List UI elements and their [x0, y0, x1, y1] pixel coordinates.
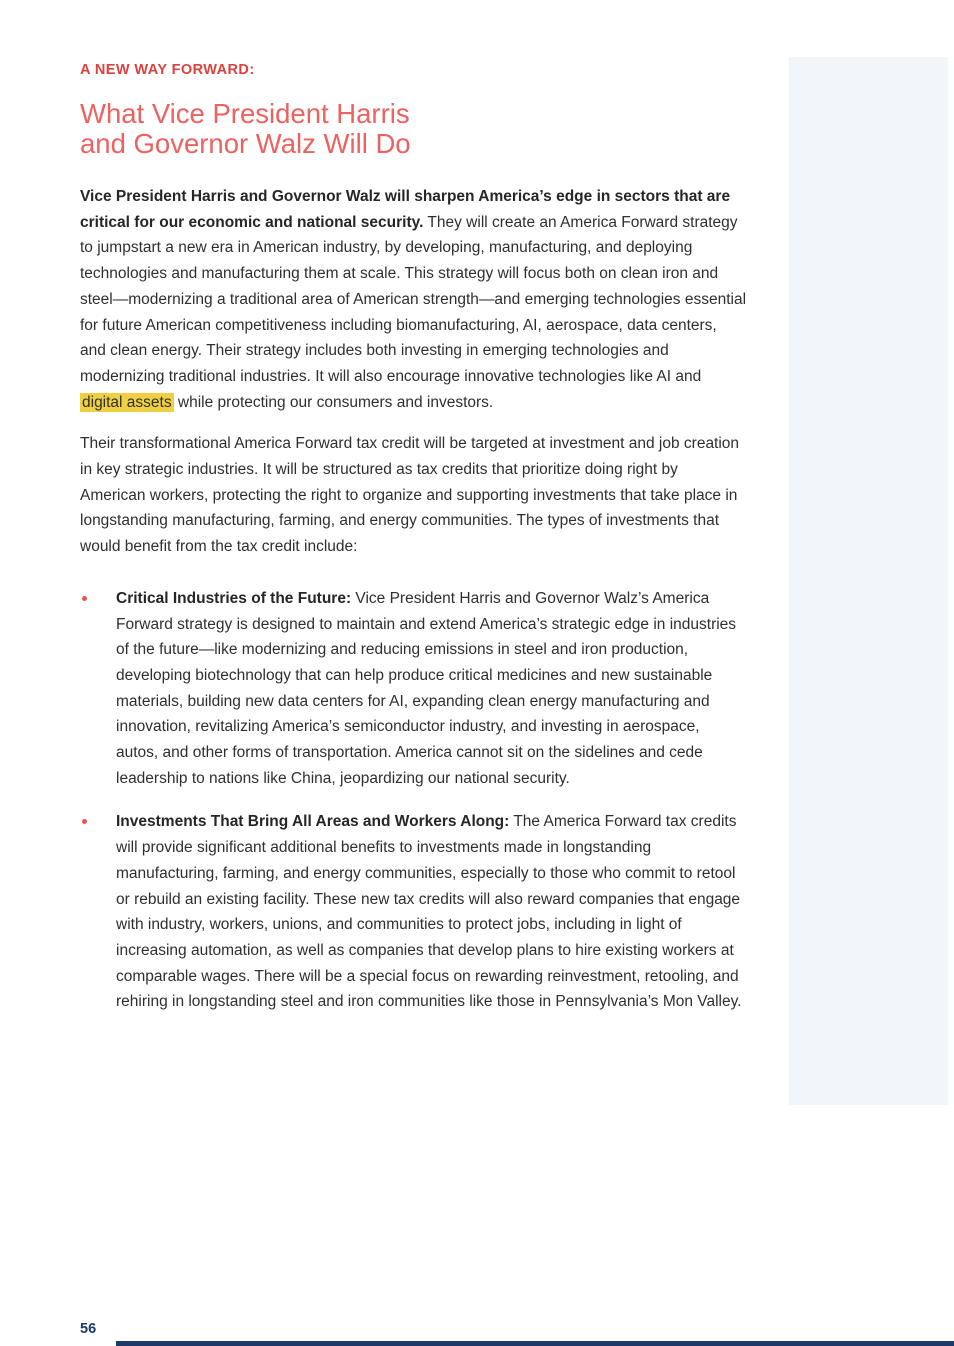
list-item	[80, 586, 746, 792]
page-number: 56	[80, 1321, 97, 1337]
page-title	[80, 99, 746, 159]
bullet-2-text: The America Forward tax credits will provide significant additional benefits to investments made in longstanding manufacturing, farming, and energy communities, especially to those who commit to retool or rebuild an existing facility. These new tax credits will also reward companies that engage with industry, workers, unions, and communities to protect jobs, including in light of increasing automation, as well as companies that develop plans to hire existing workers at comparable wages. There will be a special focus on rewarding reinvestment, retooling, and rehiring in longstanding steel and iron communities like those in Pennsylvania’s Mon Valley.	[116, 813, 742, 1011]
paragraph-1-tail: while protecting our consumers and investors.	[173, 393, 494, 411]
list-item	[80, 809, 746, 1015]
bullet-icon	[82, 596, 87, 601]
section-eyebrow: A NEW WAY FORWARD:	[80, 62, 255, 78]
bullet-2-lead: Investments That Bring All Areas and Workers Along:	[116, 813, 510, 831]
paragraph-2: Their transformational America Forward tax credit will be targeted at investment and job creation in key strategic industries. It will be structured as tax credits that prioritize doing right by American workers, protecting the right to organize and supporting investments that take place in longstanding manufacturing, farming, and energy communities. The types of investments that would benefit from the tax credit include:	[80, 435, 740, 556]
bullet-1-text: Vice President Harris and Governor Walz’s America Forward strategy is designed to maintain and extend America’s strategic edge in industries of the future—like modernizing and reducing emissions in steel and iron production, developing biotechnology that can help produce critical medicines and new sustainable materials, building new data centers for AI, expanding clean energy manufacturing and innovation, revitalizing America’s semiconductor industry, and investing in aerospace, autos, and other forms of transportation. America cannot sit on the sidelines and cede leadership to nations like China, jeopardizing our national security.	[116, 589, 737, 787]
right-margin-panel	[789, 57, 948, 1105]
bullet-list	[80, 586, 746, 1015]
paragraph-1-body: They will create an America Forward strategy to jumpstart a new era in American industry, by developing, manufacturing, and deploying technologies and manufacturing them at scale. This strategy will focus both on clean iron and steel—modernizing a traditional area of American strength—and emerging technologies essential for future American competitiveness including biomanufacturing, AI, aerospace, data centers, and clean energy. Their strategy includes both investing in emerging technologies and modernizing traditional industries. It will also encourage innovative technologies like AI and	[80, 213, 747, 385]
main-content	[80, 62, 746, 1033]
paragraph-1	[80, 184, 746, 415]
bullet-icon	[82, 819, 87, 824]
highlight-digital-assets: digital assets	[82, 393, 172, 411]
page-title-line-1: What Vice President Harris	[80, 98, 410, 129]
paragraph-1-lead: Vice President Harris and Governor Walz will sharpen America’s edge in sectors that are critical for our economic and national security.	[80, 188, 731, 231]
footer-rule	[116, 1341, 954, 1346]
page-title-line-2: and Governor Walz Will Do	[80, 128, 411, 159]
bullet-1-lead: Critical Industries of the Future:	[116, 589, 352, 607]
